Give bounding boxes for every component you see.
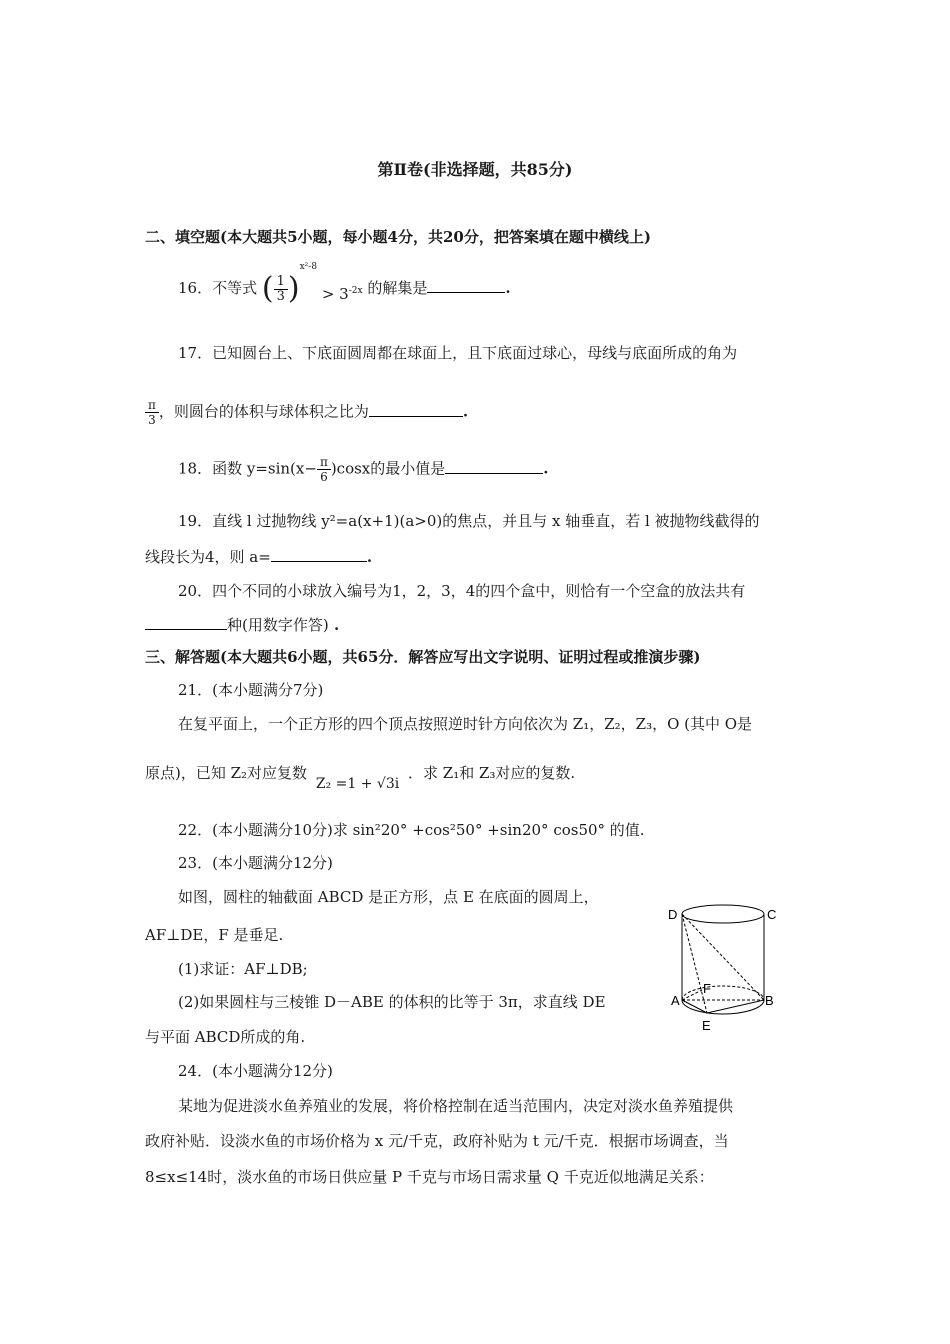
question-21-header: 21．(本小题满分7分) (178, 681, 324, 699)
q16-exponent: x²-8 (299, 262, 318, 272)
question-20-line2: 种(用数字作答) . (145, 613, 339, 636)
question-19-line2: 线段长为4，则 a= . (145, 545, 372, 568)
q16-prefix: 16．不等式 (178, 279, 258, 297)
label-A: A (671, 993, 680, 1008)
segment-DE (682, 914, 707, 1013)
question-21-line1: 在复平面上，一个正方形的四个顶点按照逆时针方向依次为 Z₁，Z₂，Z₃，O (其中 O是 (178, 715, 753, 733)
question-23-line4: (2)如果圆柱与三棱锥 D－ABE 的体积的比等于 3π，求直线 DE (178, 993, 606, 1011)
question-23-line1: 如图，圆柱的轴截面 ABCD 是正方形，点 E 在底面的圆周上， (178, 888, 599, 906)
q16-gt: > $3^{-2x}$ (321, 285, 363, 303)
label-B: B (765, 993, 774, 1008)
question-18: 18．函数 y=sin(x− $\frac{\pi}{6}$ )cosx的最小值是 . (178, 455, 549, 484)
label-F: F (703, 981, 711, 996)
label-C: C (767, 907, 777, 922)
q18-prefix: 18．函数 y=sin(x− (178, 459, 317, 478)
answer-blank[interactable] (369, 400, 463, 417)
bottom-front-arc (682, 1000, 764, 1014)
question-24-line1: 某地为促进淡水鱼养殖业的发展，将价格控制在适当范围内，决定对淡水鱼养殖提供 (178, 1097, 734, 1115)
q18-fraction: $\frac{\pi}{6}$ (317, 455, 331, 484)
question-16: 16．不等式 ( $\frac{1}{3}$ )$^{x^2-8} > 3^{-2x}$ 的解集是 . (178, 262, 511, 306)
question-17-line2: $\frac{\pi}{3}$ ，则圆台的体积与球体积之比为 . (145, 398, 468, 438)
answer-blank[interactable] (445, 457, 543, 474)
q21-formula: Z₂ =1 + √3i (315, 776, 400, 792)
label-E: E (702, 1018, 711, 1033)
q16-fraction: $\frac{1}{3}$ (274, 275, 288, 304)
question-17-line1: 17．已知圆台上、下底面圆周都在球面上，且下底面过球心，母线与底面所成的角为 (178, 344, 738, 362)
section-2-title: 二、填空题(本大题共5小题，每小题4分，共20分，把答案填在题中横线上) (145, 228, 651, 246)
question-23-line3: (1)求证：AF⊥DB; (178, 960, 308, 978)
segment-EB (707, 1000, 764, 1013)
section-3-title: 三、解答题(本大题共6小题，共65分．解答应写出文字说明、证明过程或推演步骤) (145, 648, 701, 666)
answer-blank[interactable] (427, 276, 505, 293)
answer-blank[interactable] (271, 545, 367, 562)
q17-fraction: $\frac{\pi}{3}$ (145, 398, 159, 427)
question-20-line1: 20．四个不同的小球放入编号为1，2，3，4的四个盒中，则恰有一个空盒的放法共有 (178, 582, 746, 600)
top-ellipse (682, 905, 764, 923)
question-21-line2: 原点)，已知 Z₂对应复数 Z₂ =1 + √3i ．求 Z₁和 Z₃对应的复数. (145, 764, 576, 792)
question-23-line2: AF⊥DE，F 是垂足. (145, 926, 284, 944)
question-24-line2: 政府补贴．设淡水鱼的市场价格为 x 元/千克，政府补贴为 t 元/千克．根据市场调查，当 (145, 1132, 729, 1150)
bottom-back-arc (682, 986, 764, 1000)
page-title: 第Ⅱ卷(非选择题，共85分) (377, 160, 573, 179)
answer-blank[interactable] (145, 613, 227, 630)
question-24-line3: 8≤x≤14时，淡水鱼的市场日供应量 P 千克与市场日需求量 Q 千克近似地满足关系： (145, 1168, 714, 1186)
question-23-header: 23．(本小题满分12分) (178, 854, 333, 872)
question-22: 22．(本小题满分10分)求 sin²20° +cos²50° +sin20° cos50° 的值. (178, 821, 645, 839)
cylinder-figure (665, 893, 790, 1043)
q16-exponent2: -2x (348, 286, 363, 296)
segment-DB (682, 914, 764, 1000)
q18-suffix: )cosx的最小值是 (330, 459, 446, 478)
question-19-line1: 19．直线 l 过抛物线 y²=a(x+1)(a>0)的焦点，并且与 x 轴垂直，若 l 被抛物线截得的 (178, 512, 760, 530)
left-paren-icon: ( (261, 271, 274, 306)
question-24-header: 24．(本小题满分12分) (178, 1062, 333, 1080)
q17-text: ，则圆台的体积与球体积之比为 (158, 402, 369, 421)
question-23-line5: 与平面 ABCD所成的角. (145, 1028, 306, 1046)
right-paren-icon: ) (287, 271, 300, 306)
label-D: D (668, 907, 678, 922)
q16-suffix: 的解集是 (367, 279, 428, 297)
